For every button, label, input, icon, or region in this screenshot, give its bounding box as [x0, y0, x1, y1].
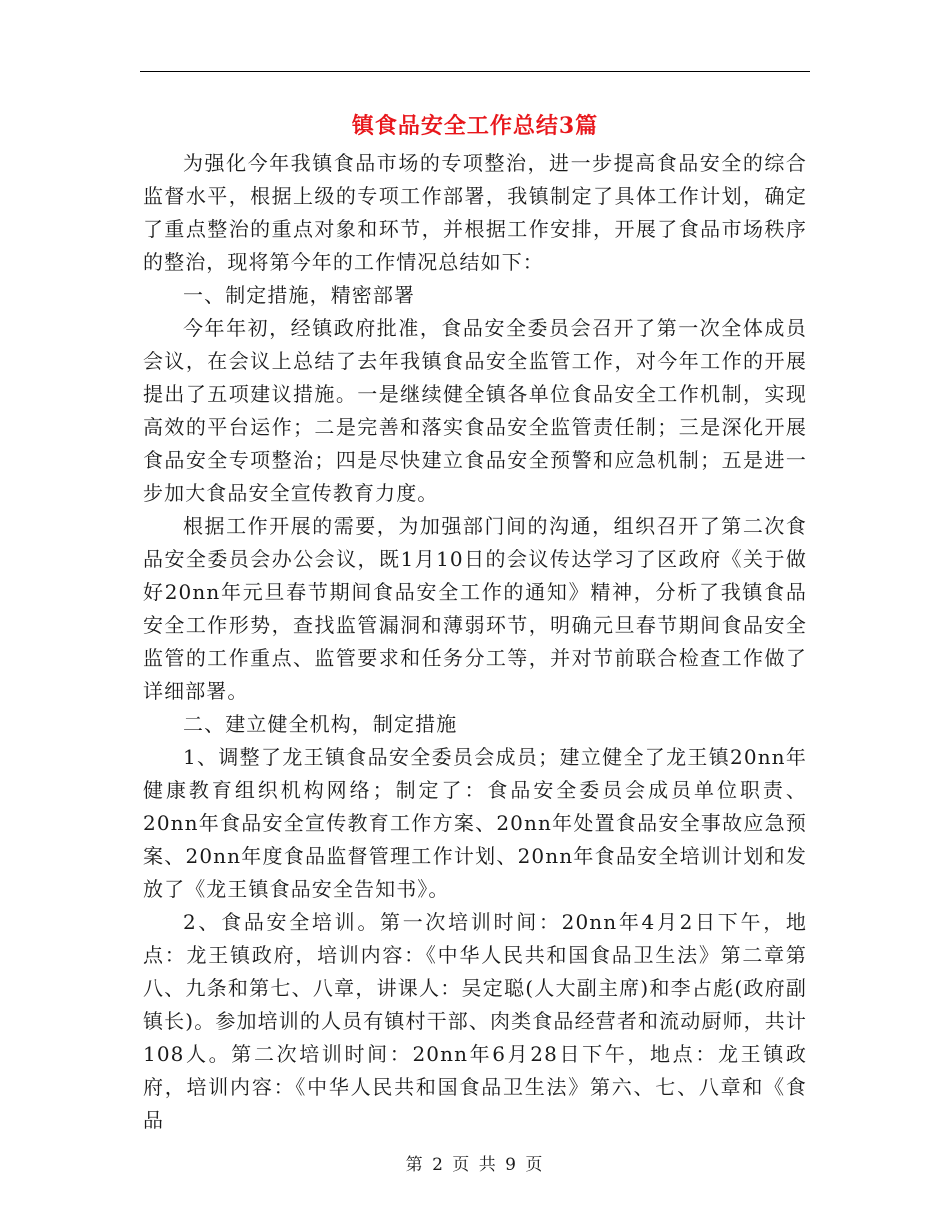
- page-footer: [0, 1152, 950, 1178]
- paragraph-intro: 为强化今年我镇食品市场的专项整治，进一步提高食品安全的综合监督水平，根据上级的专项工作部署，我镇制定了具体工作计划，确定了重点整治的重点对象和环节，并根据工作安排，开展了食品市场秩序的整治，现将第今年的工作情况总结如下：: [143, 151, 807, 274]
- document-title: 镇食品安全工作总结3篇: [351, 113, 599, 139]
- section-heading-1: 一、制定措施，精密部署: [183, 283, 416, 307]
- paragraph-training: 2、食品安全培训。第一次培训时间：20nn年4月2日下午，地点：龙王镇政府，培训内容：《中华人民共和国食品卫生法》第二章第八、九条和第七、八章，讲课人：吴定聪(人大副主席)和李占彪(政府副镇长)。参加培训的人员有镇村干部、肉类食品经营者和流动厨师，共计108人。第二次培训时间：20nn年6月28日下午，地点：龙王镇政府，培训内容：《中华人民共和国食品卫生法》第六、七、八章和《食品: [143, 910, 807, 1132]
- footer-suffix: 页: [525, 1155, 545, 1175]
- section-heading-2: 二、建立健全机构，制定措施: [183, 712, 458, 736]
- footer-current-page: 2: [432, 1155, 445, 1175]
- paragraph-measures: 今年年初，经镇政府批准，食品安全委员会召开了第一次全体成员会议，在会议上总结了去年我镇食品安全监管工作，对今年工作的开展提出了五项建议措施。一是继续健全镇各单位食品安全工作机制，实现高效的平台运作；二是完善和落实食品安全监管责任制；三是深化开展食品安全专项整治；四是尽快建立食品安全预警和应急机制；五是进一步加大食品安全宣传教育力度。: [143, 316, 807, 505]
- footer-middle: 页 共: [452, 1155, 498, 1175]
- paragraph-committee: 1、调整了龙王镇食品安全委员会成员；建立健全了龙王镇20nn年健康教育组织机构网络；制定了：食品安全委员会成员单位职责、20nn年食品安全宣传教育工作方案、20nn年处置食品安全事故应急预案、20nn年度食品监督管理工作计划、20nn年食品安全培训计划和发放了《龙王镇食品安全告知书》。: [143, 745, 807, 901]
- footer-total-pages: 9: [505, 1155, 518, 1175]
- paragraph-meeting: 根据工作开展的需要，为加强部门间的沟通，组织召开了第二次食品安全委员会办公会议，既1月10日的会议传达学习了区政府《关于做好20nn年元旦春节期间食品安全工作的通知》精神，分析了我镇食品安全工作形势，查找监管漏洞和薄弱环节，明确元旦春节期间食品安全监管的工作重点、监管要求和任务分工等，并对节前联合检查工作做了详细部署。: [143, 514, 807, 703]
- footer-prefix: 第: [405, 1155, 425, 1175]
- header-divider: [140, 71, 810, 72]
- document-body: [143, 147, 807, 1137]
